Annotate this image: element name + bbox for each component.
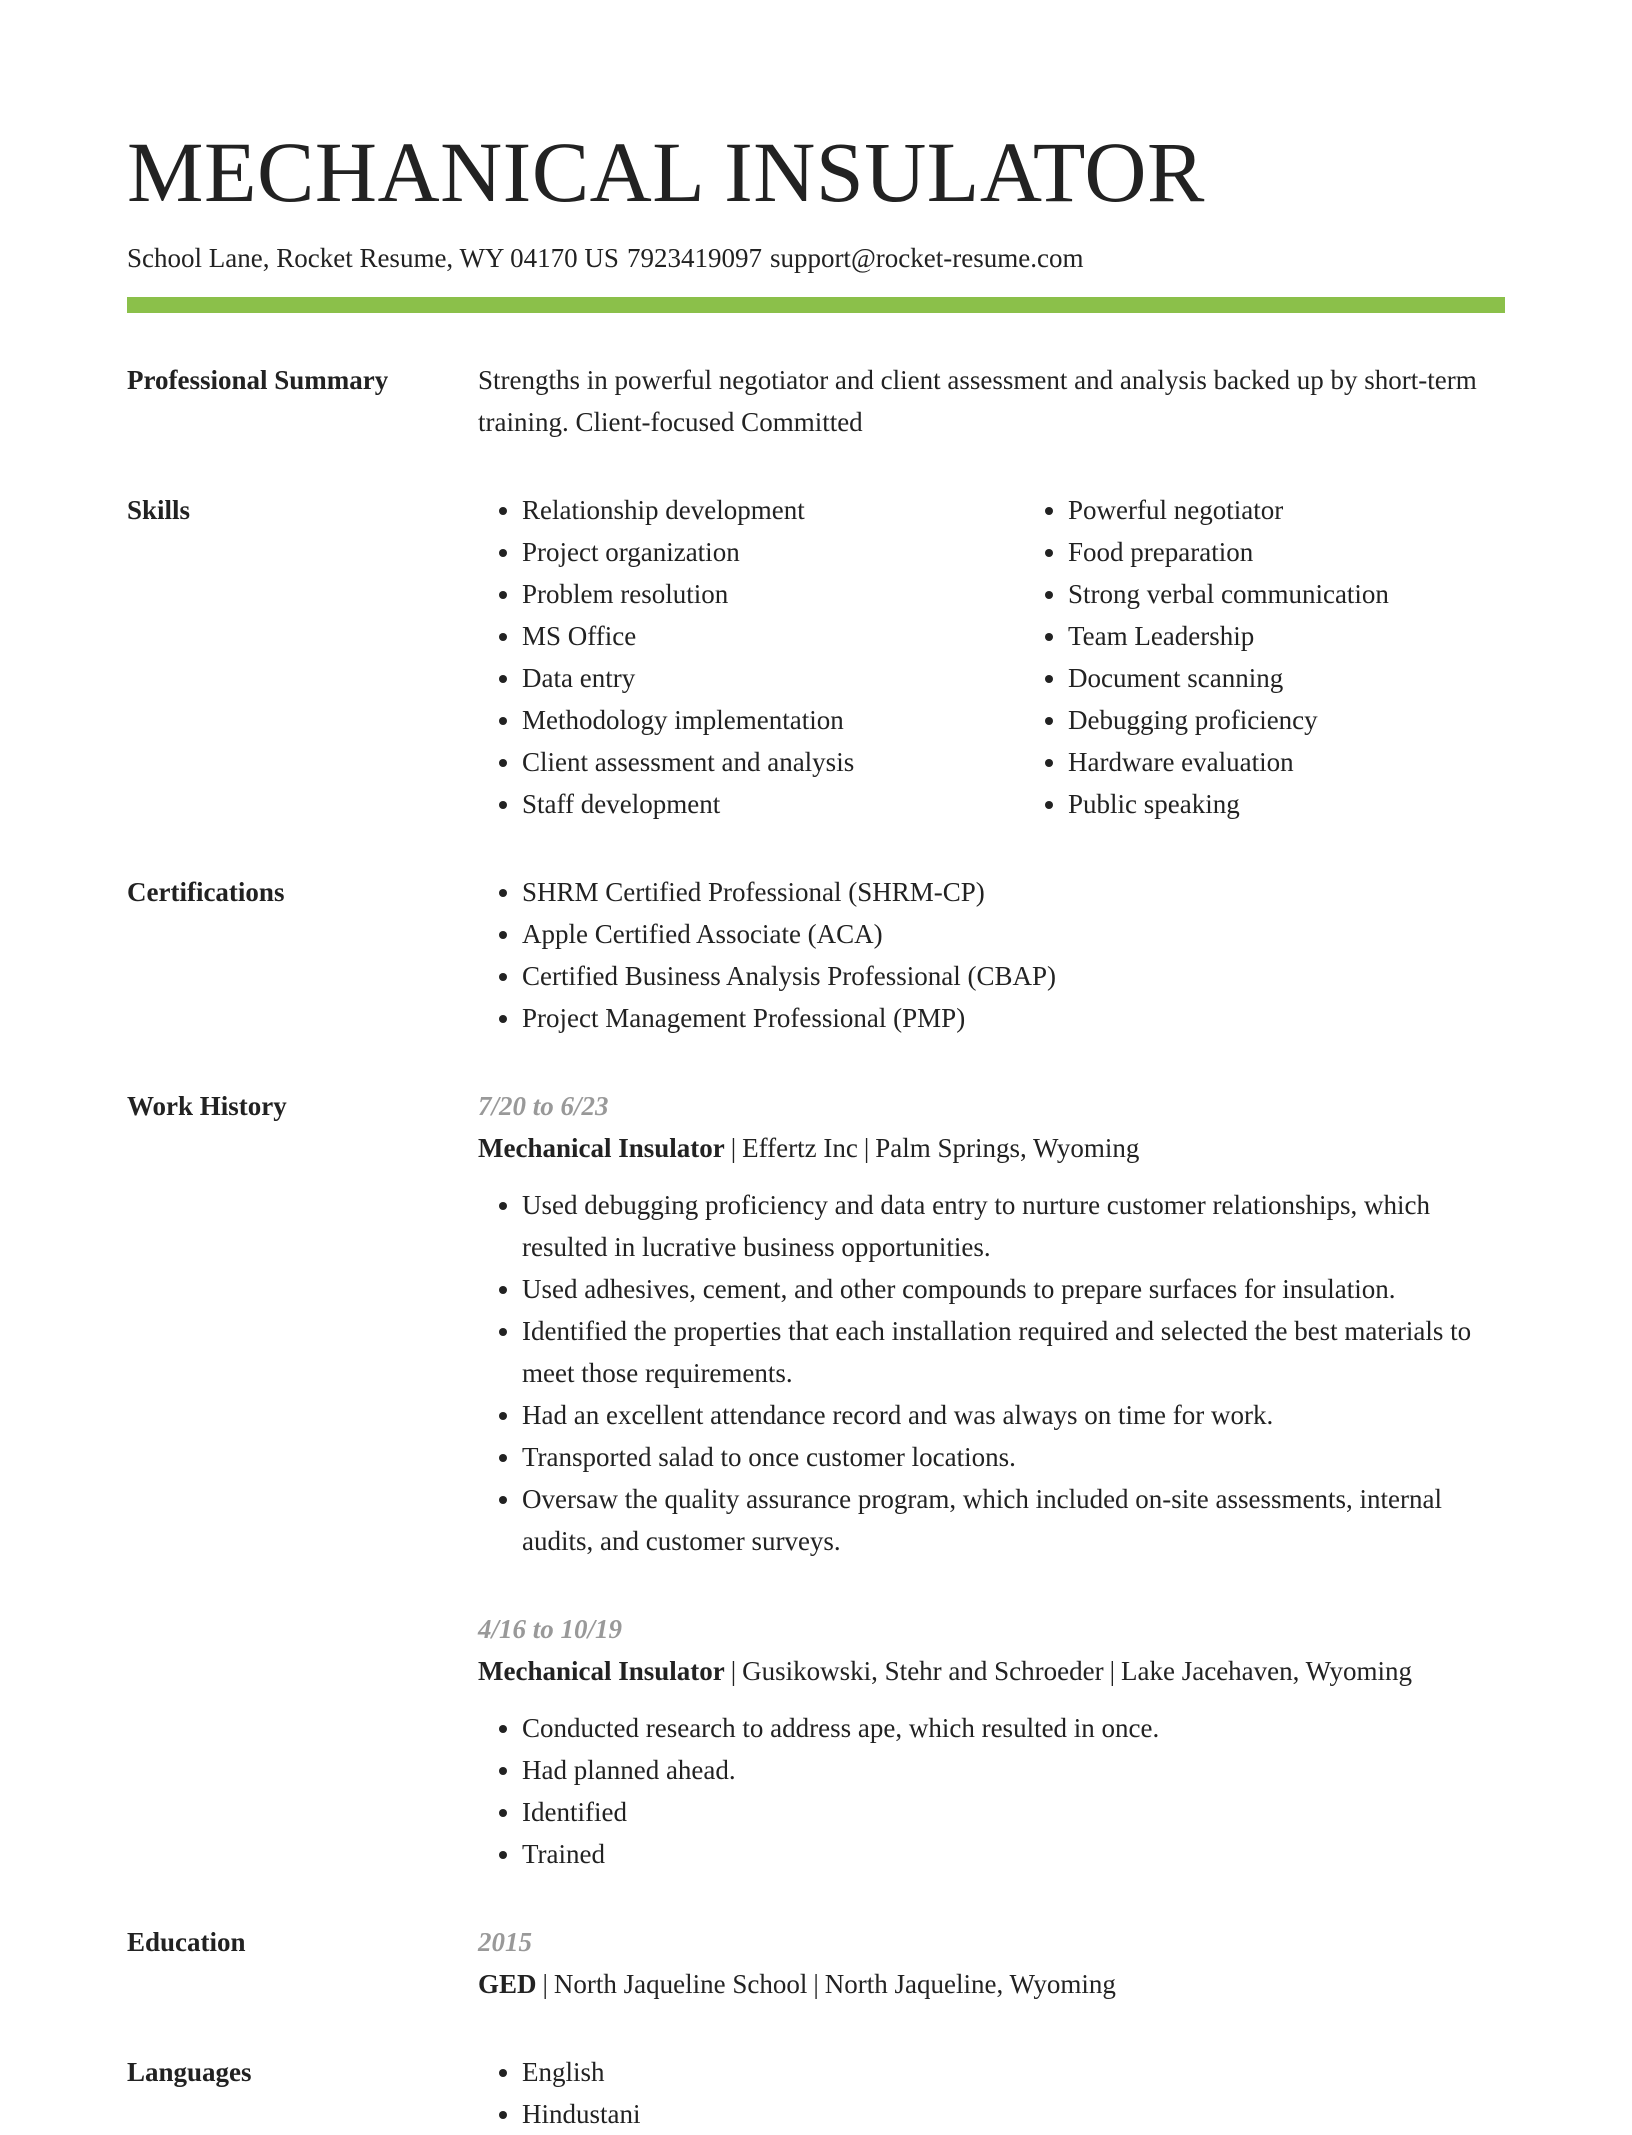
list-item: • Hindustani [522, 2093, 1505, 2135]
education-location: North Jaqueline, Wyoming [824, 1969, 1116, 1999]
education-section [127, 1921, 1505, 2005]
list-item: • Relationship development [522, 489, 1024, 531]
section-label-work-history: Work History [127, 1091, 287, 1121]
separator: | [863, 1133, 870, 1163]
separator: | [813, 1969, 819, 1999]
list-item: • Debugging proficiency [1068, 699, 1389, 741]
contact-phone: 7923419097 [626, 243, 762, 273]
list-item: • Powerful negotiator [1068, 489, 1389, 531]
list-item: • Data entry [522, 657, 1024, 699]
list-item: • Methodology implementation [522, 699, 1024, 741]
education-degree: GED [478, 1969, 537, 1999]
job-entry [478, 1608, 1505, 1875]
list-item: • Oversaw the quality assurance program, which included on-site assessments, internal audits, and customer surveys. [522, 1478, 1505, 1562]
contact-line [127, 240, 1505, 276]
list-item: • Hardware evaluation [1068, 741, 1389, 783]
job-dates: 4/16 to 10/19 [478, 1614, 623, 1644]
list-item: • Trained [522, 1833, 1505, 1875]
summary-section [127, 359, 1505, 443]
certifications-list [478, 871, 1505, 1039]
list-item: • Team Leadership [1068, 615, 1389, 657]
list-item: • Identified [522, 1791, 1505, 1833]
list-item: • Food preparation [1068, 531, 1389, 573]
section-label-certifications: Certifications [127, 877, 285, 907]
list-item: • Client assessment and analysis [522, 741, 1024, 783]
list-item: • MS Office [522, 615, 1024, 657]
list-item: • Used debugging proficiency and data entry to nurture customer relationships, which resulted in lucrative business opportunities. [522, 1184, 1505, 1268]
job-dates: 7/20 to 6/23 [478, 1091, 609, 1121]
job-location: Lake Jacehaven, Wyoming [1121, 1656, 1413, 1686]
list-item: • Had an excellent attendance record and was always on time for work. [522, 1394, 1505, 1436]
job-bullets [478, 1184, 1505, 1562]
list-item: • Problem resolution [522, 573, 1024, 615]
languages-list [478, 2051, 1505, 2135]
list-item: • Project organization [522, 531, 1024, 573]
separator: | [730, 1656, 737, 1686]
job-title: Mechanical Insulator [478, 1133, 725, 1163]
list-item: • Staff development [522, 783, 1024, 825]
list-item: • Used adhesives, cement, and other compounds to prepare surfaces for insulation. [522, 1268, 1505, 1310]
job-company: Effertz Inc [742, 1133, 858, 1163]
list-item: • Strong verbal communication [1068, 573, 1389, 615]
list-item: • Certified Business Analysis Professional (CBAP) [522, 955, 1505, 997]
list-item: • Identified the properties that each installation required and selected the best materials to meet those requirements. [522, 1310, 1505, 1394]
contact-email: support@rocket-resume.com [769, 243, 1084, 273]
job-title: Mechanical Insulator [478, 1656, 725, 1686]
section-label-skills: Skills [127, 495, 191, 525]
section-label-education: Education [127, 1927, 246, 1957]
list-item: • Conducted research to address ape, which resulted in once. [522, 1707, 1505, 1749]
list-item: • Had planned ahead. [522, 1749, 1505, 1791]
job-bullets [478, 1707, 1505, 1875]
list-item: • Apple Certified Associate (ACA) [522, 913, 1505, 955]
languages-section [127, 2051, 1505, 2135]
skills-section [127, 489, 1505, 825]
job-location: Palm Springs, Wyoming [875, 1133, 1140, 1163]
skills-list-right [1024, 489, 1389, 825]
accent-divider [127, 297, 1505, 313]
job-company: Gusikowski, Stehr and Schroeder [742, 1656, 1104, 1686]
separator: | [1109, 1656, 1116, 1686]
candidate-name: MECHANICAL INSULATOR [127, 124, 1205, 220]
list-item: • Project Management Professional (PMP) [522, 997, 1505, 1039]
work-history-section [127, 1085, 1505, 1875]
list-item: • English [522, 2051, 1505, 2093]
education-school: North Jaqueline School [553, 1969, 808, 1999]
list-item: • Transported salad to once customer locations. [522, 1436, 1505, 1478]
contact-address: School Lane, Rocket Resume, WY 04170 US [127, 243, 619, 273]
skills-list-left [478, 489, 1024, 825]
job-heading [478, 1650, 1505, 1692]
job-entry [478, 1085, 1505, 1562]
separator: | [542, 1969, 548, 1999]
certifications-section [127, 871, 1505, 1039]
section-label-languages: Languages [127, 2057, 252, 2087]
list-item: • Public speaking [1068, 783, 1389, 825]
list-item: • Document scanning [1068, 657, 1389, 699]
education-year: 2015 [478, 1927, 532, 1957]
education-heading [478, 1963, 1505, 2005]
separator: | [730, 1133, 737, 1163]
job-heading [478, 1127, 1505, 1169]
summary-text: Strengths in powerful negotiator and client assessment and analysis backed up by short-term training. Client-focused Committed [478, 365, 1477, 437]
section-label-summary: Professional Summary [127, 365, 389, 395]
list-item: • SHRM Certified Professional (SHRM-CP) [522, 871, 1505, 913]
